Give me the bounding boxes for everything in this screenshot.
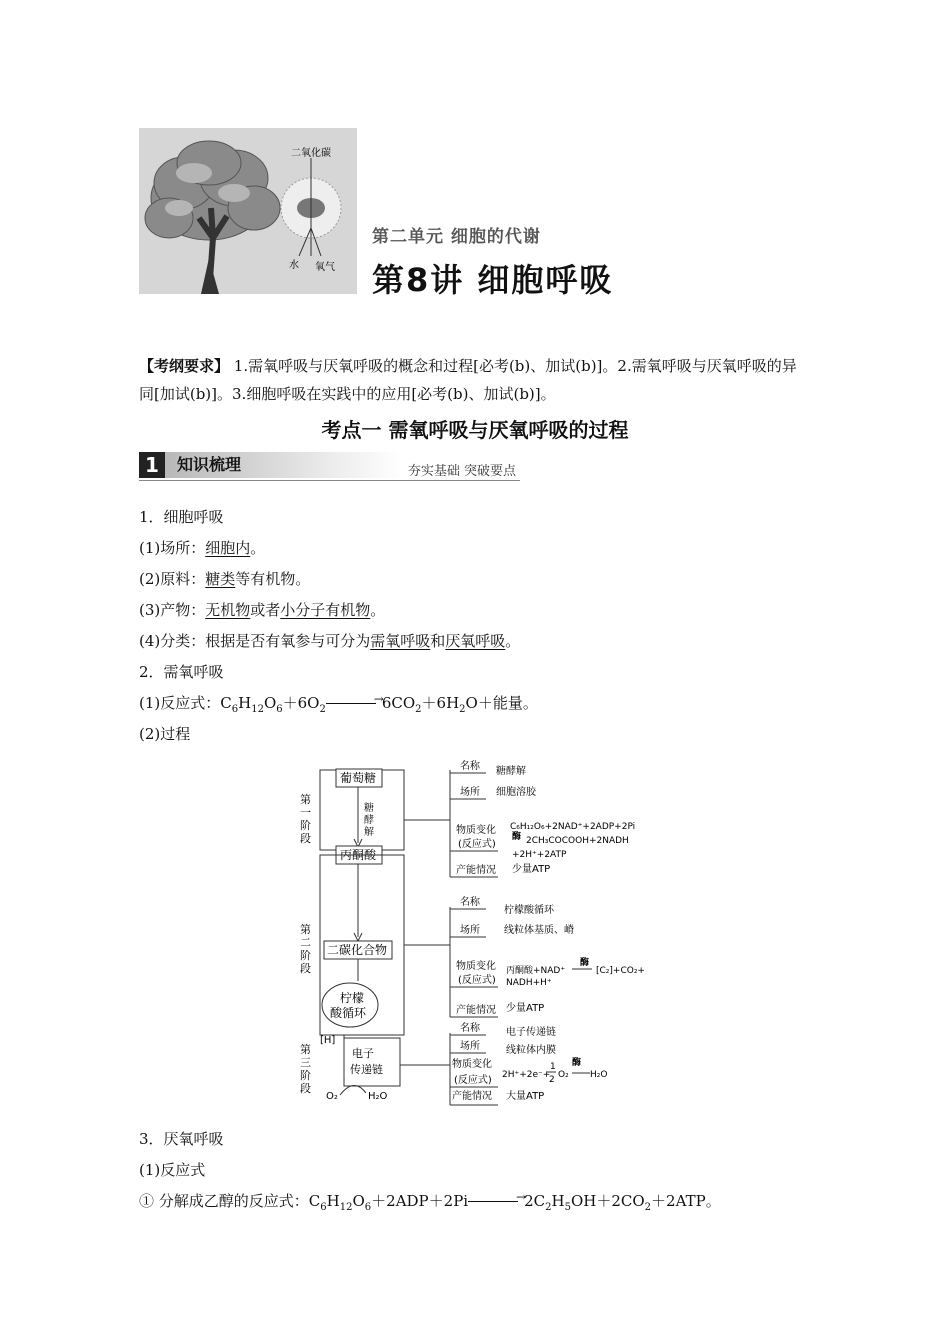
svg-text:(反应式): (反应式)	[454, 1075, 492, 1086]
svg-text:物质变化: 物质变化	[456, 825, 496, 836]
s1-eq-3: +2H⁺+2ATP	[512, 850, 567, 860]
s3-name: 电子传递链	[506, 1027, 556, 1038]
s3-eq: 2H⁺+2e⁻+	[502, 1070, 551, 1080]
s2-name: 柠檬酸循环	[504, 905, 554, 916]
etc-node-2: 传递链	[350, 1063, 383, 1076]
svg-text:产能情况: 产能情况	[452, 1091, 492, 1102]
svg-text:场所: 场所	[460, 925, 480, 936]
svg-text:酶: 酶	[580, 958, 590, 968]
s1-eq-2: 2CH₃COCOOH+2NADH	[526, 836, 629, 846]
svg-text:(反应式): (反应式)	[458, 839, 496, 850]
svg-text:物质变化: 物质变化	[452, 1059, 492, 1070]
svg-text:二: 二	[300, 936, 311, 949]
answer-products-2: 小分子有机物	[280, 601, 371, 619]
answer-material: 糖类	[205, 570, 236, 588]
glucose-node: 葡萄糖	[340, 771, 377, 785]
stage2-label-1: 第	[300, 923, 311, 936]
process-label: (2)过程	[139, 725, 191, 743]
co2-label: 二氧化碳	[291, 148, 331, 159]
svg-text:场所: 场所	[460, 787, 480, 798]
h-node: [H]	[320, 1035, 336, 1046]
c2-node: 二碳化合物	[327, 943, 388, 957]
svg-text:阶: 阶	[300, 1069, 311, 1082]
s3-site: 线粒体内膜	[506, 1045, 556, 1056]
water-label: 水	[289, 260, 299, 271]
svg-text:O₂: O₂	[558, 1070, 569, 1080]
s2-eq-2: [C₂]+CO₂+	[596, 966, 645, 976]
s1-name: 糖酵解	[496, 766, 526, 777]
unit-title: 第二单元 细胞的代谢	[372, 227, 541, 247]
s3-energy: 大量ATP	[506, 1091, 545, 1102]
krebs-node-1: 柠檬	[340, 991, 365, 1005]
svg-text:名称: 名称	[460, 1023, 480, 1034]
heading-cell-respiration: 1．细胞呼吸	[139, 508, 224, 526]
krebs-node-2: 酸循环	[330, 1006, 367, 1020]
s1-energy: 少量ATP	[512, 864, 551, 875]
lecture-title: 第8讲 细胞呼吸	[372, 261, 614, 299]
svg-text:产能情况: 产能情况	[456, 1005, 496, 1016]
svg-text:解: 解	[364, 827, 374, 838]
s2-eq-1: 丙酮酸+NAD⁺	[506, 966, 566, 976]
item-classification: (4)分类：根据是否有氧参与可分为需氧呼吸和厌氧呼吸。	[139, 632, 521, 650]
svg-text:段: 段	[300, 832, 311, 845]
svg-text:糖: 糖	[364, 803, 374, 814]
s2-energy: 少量ATP	[506, 1003, 545, 1014]
svg-text:段: 段	[300, 1082, 311, 1095]
requirements-text: 1.需氧呼吸与厌氧呼吸的概念和过程[必考(b)、加试(b)]。2.需氧呼吸与厌氧呼吸的异同[加试(b)]。3.细胞呼吸在实践中的应用[必考(b)、加试(b)]。	[139, 357, 797, 403]
svg-text:产能情况: 产能情况	[456, 865, 496, 876]
svg-text:1: 1	[550, 1062, 556, 1072]
svg-text:三: 三	[300, 1056, 311, 1069]
svg-text:H₂O: H₂O	[590, 1070, 608, 1080]
item-products: (3)产物：无机物或者小分子有机物。	[139, 601, 386, 619]
item-site: (1)场所：细胞内。	[139, 539, 266, 557]
svg-text:2: 2	[549, 1075, 555, 1085]
svg-text:一: 一	[300, 806, 311, 819]
svg-text:酶: 酶	[512, 832, 522, 842]
knowledge-tag: 夯实基础 突破要点	[407, 464, 516, 479]
etc-node-1: 电子	[352, 1047, 374, 1060]
knowledge-number: 1	[139, 452, 165, 478]
svg-text:(反应式): (反应式)	[458, 975, 496, 986]
banner-illustration	[139, 128, 357, 294]
answer-aerobic: 需氧呼吸	[370, 632, 431, 650]
stage1-label-1: 第	[300, 793, 311, 806]
pyruvate-node: 丙酮酸	[340, 848, 377, 862]
ethanol-equation: ① 分解成乙醇的反应式：$C_6H_{12}O_6+2ADP+2Pi\to 2C_2H_5OH+2CO_2+2ATP$。	[139, 1190, 721, 1213]
requirements-tag: 【考纲要求】	[139, 357, 230, 375]
svg-text:名称: 名称	[460, 897, 480, 908]
oxygen-label: 氧气	[315, 262, 335, 273]
answer-site: 细胞内	[205, 539, 251, 557]
aerobic-equation: (1)反应式：$C_6H_{12}O_6+6O_2\to 6CO_2+6H_2O+$能量。	[139, 692, 538, 715]
stage3-label-1: 第	[300, 1043, 311, 1056]
heading-anaerobic: 3．厌氧呼吸	[139, 1130, 224, 1148]
knowledge-bar	[139, 452, 520, 481]
answer-anaerobic: 厌氧呼吸	[445, 632, 506, 650]
svg-text:阶: 阶	[300, 949, 311, 962]
svg-text:段: 段	[300, 962, 311, 975]
s2-eq-3: NADH+H⁺	[506, 978, 552, 988]
o2-node: O₂	[326, 1091, 338, 1102]
s1-eq-1: C₆H₁₂O₆+2NAD⁺+2ADP+2Pi	[510, 822, 636, 832]
svg-text:阶: 阶	[300, 819, 311, 832]
svg-text:场所: 场所	[460, 1041, 480, 1052]
h2o-node: H₂O	[368, 1091, 388, 1102]
svg-text:酶: 酶	[572, 1058, 582, 1068]
requirements-paragraph	[139, 352, 811, 408]
svg-text:酵: 酵	[364, 815, 374, 826]
section-title: 考点一 需氧呼吸与厌氧呼吸的过程	[321, 418, 629, 442]
s1-site: 细胞溶胶	[496, 787, 536, 798]
knowledge-label: 知识梳理	[165, 452, 403, 478]
heading-aerobic: 2．需氧呼吸	[139, 663, 224, 681]
svg-text:名称: 名称	[460, 761, 480, 772]
svg-text:物质变化: 物质变化	[456, 961, 496, 972]
answer-products-1: 无机物	[205, 601, 251, 619]
s2-site: 线粒体基质、嵴	[504, 925, 574, 936]
aerobic-process-diagram	[290, 755, 662, 1110]
item-material: (2)原料：糖类等有机物。	[139, 570, 311, 588]
anaerobic-reaction-label: (1)反应式	[139, 1161, 206, 1179]
